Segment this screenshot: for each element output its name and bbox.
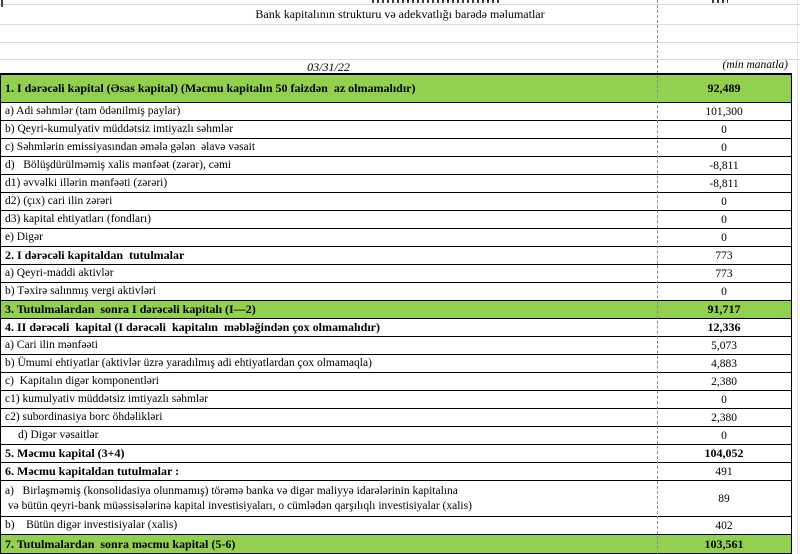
row-value: 0 — [721, 429, 727, 442]
row-value: 89 — [718, 492, 730, 505]
table-row — [1, 319, 791, 337]
table-row — [1, 301, 791, 319]
row-label: 3. Tutulmalardan sonra I dərəcəli kapitalı (I—2) — [5, 302, 256, 316]
row-label: a) Birləşməmiş (konsolidasiya olunmamış) törəmə banka və digər maliyyə idarələrinin kapitalına və bütün qeyri-bank müəssisələrinə kapital investisiyaları, o cümlədən qarşılıqlı investisiyalar (xalis) — [5, 484, 472, 512]
table-row — [1, 193, 791, 211]
cutoff-text-fragment — [372, 0, 502, 3]
gridline — [0, 24, 800, 25]
row-value: 0 — [721, 231, 727, 244]
row-value: 2,380 — [711, 375, 737, 388]
row-label: e) Digər — [5, 231, 43, 243]
row-value: 104,052 — [704, 446, 744, 460]
row-label: 1. I dərəcəli kapital (Əsas kapital) (Məcmu kapitalın 50 faizdən az olmamalıdır) — [5, 81, 416, 95]
table-row — [1, 337, 791, 355]
row-value: 0 — [721, 213, 727, 226]
table-row — [1, 517, 791, 535]
table-row — [1, 391, 791, 409]
table-row — [1, 535, 791, 554]
row-value: 402 — [715, 519, 733, 532]
row-label: c) Səhmlərin emissiyasından əmələ gələn əlavə vəsait — [5, 141, 256, 153]
row-label: 6. Məcmu kapitaldan tutulmalar : — [5, 464, 180, 478]
row-value: 91,717 — [707, 302, 741, 316]
row-value: 491 — [715, 465, 733, 478]
report-title: Bank kapitalının strukturu və adekvatlığı barədə məlumatlar — [255, 7, 545, 21]
row-value: 773 — [715, 267, 733, 280]
gridline — [797, 0, 798, 554]
table-row — [1, 175, 791, 193]
capital-table — [0, 73, 792, 554]
table-row — [1, 283, 791, 301]
cutoff-text-fragment — [712, 0, 728, 3]
row-value: 0 — [721, 195, 727, 208]
table-row — [1, 121, 791, 139]
table-row — [1, 265, 791, 283]
row-value: 12,336 — [707, 320, 741, 334]
page-break-dashed-line — [657, 0, 658, 554]
row-value: 773 — [715, 249, 733, 262]
table-row — [1, 373, 791, 391]
table-row — [1, 445, 791, 463]
table-row — [1, 229, 791, 247]
row-value: 0 — [721, 393, 727, 406]
unit-note: (min manatla) — [722, 59, 788, 71]
gridline — [0, 4, 800, 5]
row-label: a) Qeyri-maddi aktivlər — [5, 267, 114, 279]
row-label: b) Bütün digər investisiyalar (xalis) — [5, 519, 178, 531]
row-label: a) Cari ilin mənfəəti — [5, 339, 98, 351]
row-label: 4. II dərəcəli kapital (I dərəcəli kapitalın məbləğindən çox olmamalıdır) — [5, 320, 380, 334]
gridline — [0, 42, 800, 43]
table-row — [1, 103, 791, 121]
table-row — [1, 247, 791, 265]
row-label: d) Bölüşdürülməmiş xalis mənfəət (zərər), cəmi — [5, 159, 232, 171]
table-row — [1, 75, 791, 103]
table-row — [1, 427, 791, 445]
row-label: c) Kapitalın digər komponentləri — [5, 375, 159, 387]
row-value: 92,489 — [707, 81, 741, 95]
row-label: d) Digər vəsaitlər — [18, 429, 99, 441]
row-label: 7. Tutulmalardan sonra məcmu kapital (5-6) — [5, 536, 236, 551]
row-value: -8,811 — [709, 159, 739, 172]
table-row — [1, 157, 791, 175]
row-label: b) Qeyri-kumulyativ müddətsiz imtiyazlı səhmlər — [5, 123, 234, 135]
row-value: 0 — [721, 123, 727, 136]
row-value: 101,300 — [705, 105, 743, 118]
row-label: b) Ümumi ehtiyatlar (aktivlər üzrə yaradılmış adi ehtiyatlardan çox olmamaqla) — [5, 357, 372, 369]
row-label: c1) kumulyativ müddətsiz imtiyazlı səhmlər — [5, 393, 209, 405]
border-fragment — [1, 0, 3, 7]
row-label: d2) (çıx) cari ilin zərəri — [5, 195, 113, 207]
row-value: 2,380 — [711, 411, 737, 424]
table-row — [1, 481, 791, 517]
row-value: 103,561 — [704, 536, 744, 551]
table-row — [1, 463, 791, 481]
row-value: 0 — [721, 141, 727, 154]
table-row — [1, 211, 791, 229]
table-row — [1, 355, 791, 373]
row-label: a) Adi səhmlər (tam ödənilmiş paylar) — [5, 105, 181, 117]
row-label: d1) əvvəlki illərin mənfəəti (zərəri) — [5, 177, 168, 189]
row-value: 4,883 — [711, 357, 737, 370]
row-label: 2. I dərəcəli kapitaldan tutulmalar — [5, 248, 185, 262]
table-row — [1, 139, 791, 157]
row-label: b) Təxirə salınmış vergi aktivləri — [5, 285, 156, 297]
row-value: 0 — [721, 285, 727, 298]
row-label: d3) kapital ehtiyatları (fondları) — [5, 213, 151, 225]
row-value: -8,811 — [709, 177, 739, 190]
table-row — [1, 409, 791, 427]
row-label: c2) subordinasiya borc öhdəlikləri — [5, 411, 163, 423]
report-date: 03/31/22 — [307, 60, 350, 74]
row-value: 5,073 — [711, 339, 737, 352]
row-label: 5. Məcmu kapital (3+4) — [5, 446, 125, 460]
